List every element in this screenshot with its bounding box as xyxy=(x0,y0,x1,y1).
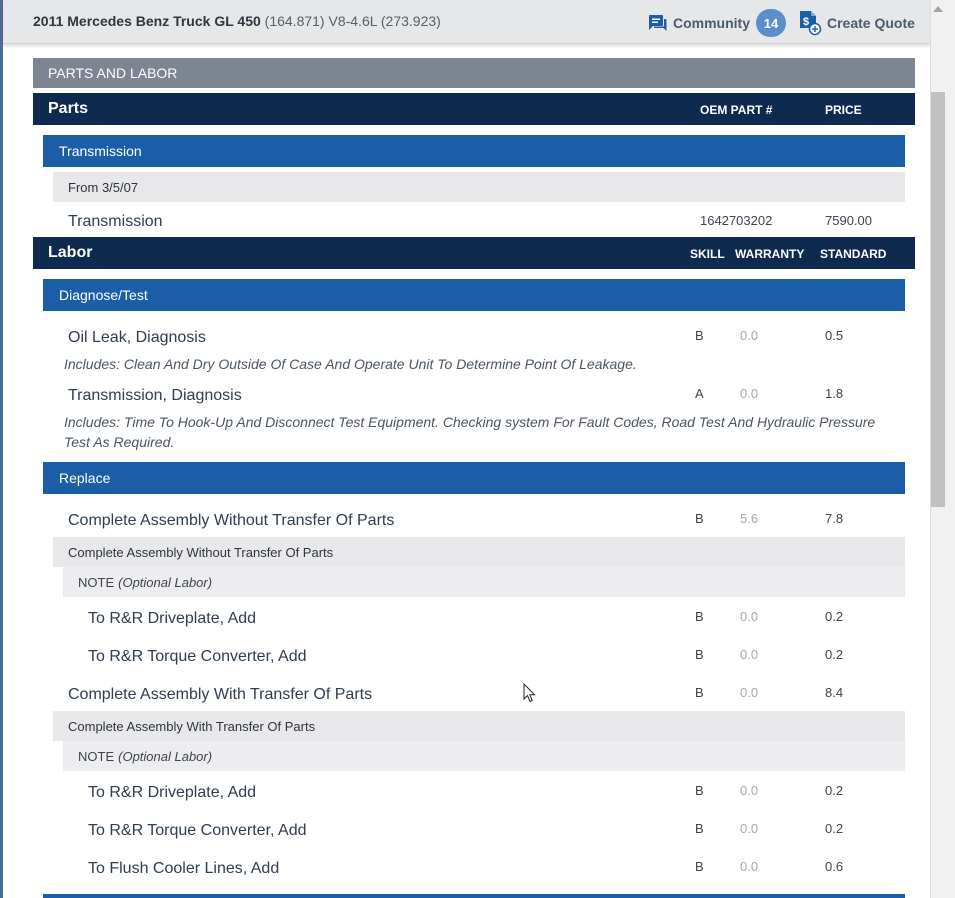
mouse-cursor-icon xyxy=(523,683,537,703)
labor-warranty: 0.0 xyxy=(740,386,759,401)
labor-skill: B xyxy=(695,859,704,874)
labor-addon-name[interactable]: To R&R Torque Converter, Add xyxy=(88,648,307,665)
labor-standard: 0.2 xyxy=(825,821,844,836)
labor-note-bar xyxy=(63,567,905,597)
labor-warranty: 0.0 xyxy=(740,609,759,624)
oem-part-column-header: OEM PART # xyxy=(700,103,773,117)
labor-title: Labor xyxy=(48,244,93,261)
labor-includes-text: Includes: Clean And Dry Outside Of Case And Operate Unit To Determine Point Of Leakage. xyxy=(64,356,637,372)
engine-code: (273.923) xyxy=(380,13,441,29)
part-oem-number: 1642703202 xyxy=(700,213,773,228)
labor-addon-name[interactable]: To R&R Torque Converter, Add xyxy=(88,822,307,839)
labor-addon-name[interactable]: To Flush Cooler Lines, Add xyxy=(88,860,280,877)
svg-text:$: $ xyxy=(803,16,810,28)
parts-title: Parts xyxy=(48,100,89,117)
labor-warranty: 0.0 xyxy=(740,821,759,836)
labor-standard: 0.2 xyxy=(825,609,844,624)
labor-skill: B xyxy=(695,685,704,700)
chat-icon xyxy=(647,14,667,32)
labor-warranty: 0.0 xyxy=(740,685,759,700)
part-item-name[interactable]: Transmission xyxy=(68,213,163,230)
parts-date-note: From 3/5/07 xyxy=(53,172,905,202)
labor-skill: B xyxy=(695,647,704,662)
optional-labor-label: (Optional Labor) xyxy=(118,575,213,590)
standard-column-header: STANDARD xyxy=(820,247,887,261)
labor-skill: B xyxy=(695,609,704,624)
labor-addon-name[interactable]: To R&R Driveplate, Add xyxy=(88,784,257,801)
scroll-up-arrow-icon[interactable] xyxy=(933,6,943,12)
vehicle-code: (164.871) xyxy=(264,13,325,29)
labor-item-name[interactable]: Complete Assembly With Transfer Of Parts xyxy=(68,686,373,703)
optional-labor-label: (Optional Labor) xyxy=(118,749,213,764)
scrollbar-thumb[interactable] xyxy=(931,92,945,507)
labor-skill: B xyxy=(695,511,704,526)
labor-skill: B xyxy=(695,783,704,798)
labor-group-replace[interactable]: Replace xyxy=(43,462,905,494)
parts-and-labor-header: PARTS AND LABOR xyxy=(33,58,915,88)
labor-warranty: 0.0 xyxy=(740,859,759,874)
labor-sub-header: Complete Assembly Without Transfer Of Parts xyxy=(53,537,905,567)
labor-warranty: 0.0 xyxy=(740,328,759,343)
vehicle-engine: V8-4.6L xyxy=(328,13,377,29)
labor-header xyxy=(33,237,915,269)
quote-document-icon xyxy=(798,10,822,36)
parts-header xyxy=(33,93,915,125)
labor-sub-header: Complete Assembly With Transfer Of Parts xyxy=(53,711,905,741)
note-label: NOTE xyxy=(78,575,115,590)
labor-addon-name[interactable]: To R&R Driveplate, Add xyxy=(88,610,257,627)
labor-skill: B xyxy=(695,821,704,836)
note-label: NOTE xyxy=(78,749,115,764)
community-count-badge: 14 xyxy=(756,9,786,37)
labor-standard: 0.2 xyxy=(825,647,844,662)
create-quote-label: Create Quote xyxy=(827,15,915,31)
next-section-bar xyxy=(43,894,905,898)
warranty-column-header: WARRANTY xyxy=(735,247,805,261)
top-bar xyxy=(3,0,930,44)
community-button[interactable] xyxy=(647,9,786,37)
labor-standard: 0.2 xyxy=(825,783,844,798)
labor-skill: A xyxy=(695,386,704,401)
create-quote-button[interactable] xyxy=(798,9,915,37)
labor-warranty: 0.0 xyxy=(740,647,759,662)
price-column-header: PRICE xyxy=(825,103,862,117)
community-label: Community xyxy=(673,15,750,31)
labor-standard: 7.8 xyxy=(825,511,844,526)
labor-note-bar xyxy=(63,741,905,771)
skill-column-header: SKILL xyxy=(690,247,725,261)
window-edge xyxy=(0,0,3,898)
labor-item-name[interactable]: Complete Assembly Without Transfer Of Parts xyxy=(68,512,395,529)
labor-standard: 8.4 xyxy=(825,685,844,700)
part-price: 7590.00 xyxy=(825,213,872,228)
parts-group-transmission[interactable]: Transmission xyxy=(43,135,905,167)
labor-warranty: 5.6 xyxy=(740,511,759,526)
labor-item-name[interactable]: Transmission, Diagnosis xyxy=(68,387,242,404)
vehicle-title xyxy=(33,13,441,29)
labor-standard: 0.5 xyxy=(825,328,844,343)
labor-group-diagnose-test[interactable]: Diagnose/Test xyxy=(43,279,905,311)
labor-skill: B xyxy=(695,328,704,343)
vehicle-name: 2011 Mercedes Benz Truck GL 450 xyxy=(33,13,261,29)
labor-standard: 0.6 xyxy=(825,859,844,874)
labor-includes-text: Includes: Time To Hook-Up And Disconnect Test Equipment. Checking system For Fault Codes, Road Test And Hydraulic Pressure Test As Required. xyxy=(64,414,876,450)
labor-warranty: 0.0 xyxy=(740,783,759,798)
labor-item-name[interactable]: Oil Leak, Diagnosis xyxy=(68,329,206,346)
labor-standard: 1.8 xyxy=(825,386,844,401)
